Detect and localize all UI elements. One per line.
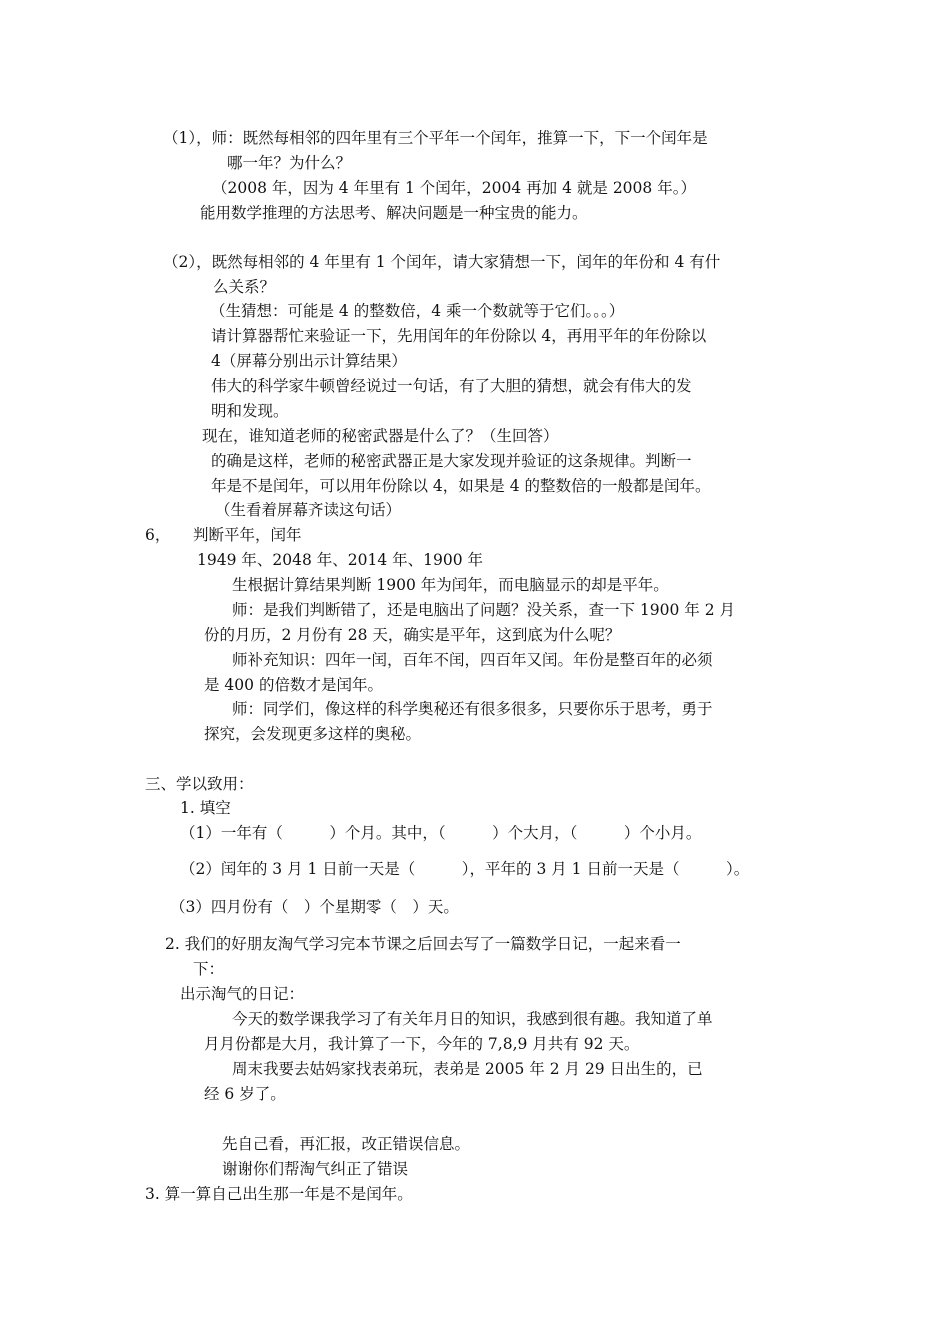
text-line: 伟大的科学家牛顿曾经说过一句话，有了大胆的猜想，就会有伟大的发 — [211, 377, 692, 395]
text-line: 谢谢你们帮淘气纠正了错误 — [222, 1160, 409, 1178]
text-line: 1949 年、2048 年、2014 年、1900 年 — [197, 551, 483, 569]
diary-line: 月月份都是大月，我计算了一下，今年的 7,8,9 月共有 92 天。 — [204, 1035, 640, 1053]
text-line: 现在，谁知道老师的秘密武器是什么了？（生回答） — [202, 427, 559, 445]
text-line: 份的月历，2 月份有 28 天，确实是平年，这到底为什么呢？ — [204, 626, 621, 644]
text-line: 探究，会发现更多这样的奥秘。 — [204, 725, 422, 743]
text-line: 哪一年？为什么？ — [227, 154, 352, 172]
text-line: （生猜想：可能是 4 的整数倍，4 乘一个数就等于它们。。。） — [210, 302, 625, 320]
exercise-heading: 1. 填空 — [180, 799, 231, 817]
text-line: 是 400 的倍数才是闰年。 — [204, 676, 383, 694]
text-line: （1），师：既然每相邻的四年里有三个平年一个闰年，推算一下，下一个闰年是 — [163, 129, 708, 147]
fill-in-question: （2）闰年的 3 月 1 日前一天是（ ），平年的 3 月 1 日前一天是（ ）。 — [180, 860, 750, 878]
exercise-heading: 2. 我们的好朋友淘气学习完本节课之后回去写了一篇数学日记，一起来看一 — [165, 935, 681, 953]
diary-line: 今天的数学课我学习了有关年月日的知识，我感到很有趣。我知道了单 — [232, 1010, 713, 1028]
exercise-heading: 3. 算一算自己出生那一年是不是闰年。 — [145, 1185, 413, 1203]
text-line: （2），既然每相邻的 4 年里有 1 个闰年，请大家猜想一下，闰年的年份和 4 有什 — [163, 253, 721, 271]
text-line: 师：是我们判断错了，还是电脑出了问题？没关系，查一下 1900 年 2 月 — [232, 601, 736, 619]
text-line: 的确是这样，老师的秘密武器正是大家发现并验证的这条规律。判断一 — [211, 452, 692, 470]
text-line: 师补充知识：四年一闰，百年不闰，四百年又闰。年份是整百年的必须 — [232, 651, 713, 669]
section-heading: 判断平年，闰年 — [193, 526, 302, 544]
text-line: 下： — [193, 960, 225, 978]
fill-in-question: （3）四月份有（ ）个星期零（ ）天。 — [170, 898, 459, 916]
text-line: 么关系？ — [213, 278, 276, 296]
text-line: 4（屏幕分别出示计算结果） — [211, 352, 407, 370]
section-number: 6， — [145, 526, 171, 544]
section-heading: 三、学以致用： — [145, 775, 254, 793]
text-line: 先自己看，再汇报，改正错误信息。 — [222, 1135, 471, 1153]
text-line: 生根据计算结果判断 1900 年为闰年，而电脑显示的却是平年。 — [232, 576, 669, 594]
diary-line: 经 6 岁了。 — [204, 1085, 286, 1103]
text-line: 年是不是闰年，可以用年份除以 4，如果是 4 的整数倍的一般都是闰年。 — [211, 477, 711, 495]
text-line: 师：同学们，像这样的科学奥秘还有很多很多，只要你乐于思考，勇于 — [232, 700, 713, 718]
text-line: 明和发现。 — [211, 402, 289, 420]
fill-in-question: （1）一年有（ ）个月。其中，（ ）个大月，（ ）个小月。 — [180, 824, 702, 842]
diary-line: 周末我要去姑妈家找表弟玩，表弟是 2005 年 2 月 29 日出生的，已 — [232, 1060, 703, 1078]
text-line: 出示淘气的日记： — [180, 985, 305, 1003]
text-line: 请计算器帮忙来验证一下，先用闰年的年份除以 4，再用平年的年份除以 — [211, 327, 707, 345]
text-line: （2008 年，因为 4 年里有 1 个闰年，2004 再加 4 就是 2008 年。） — [212, 179, 696, 197]
text-line: （生看着屏幕齐读这句话） — [215, 501, 402, 519]
text-line: 能用数学推理的方法思考、解决问题是一种宝贵的能力。 — [200, 204, 588, 222]
